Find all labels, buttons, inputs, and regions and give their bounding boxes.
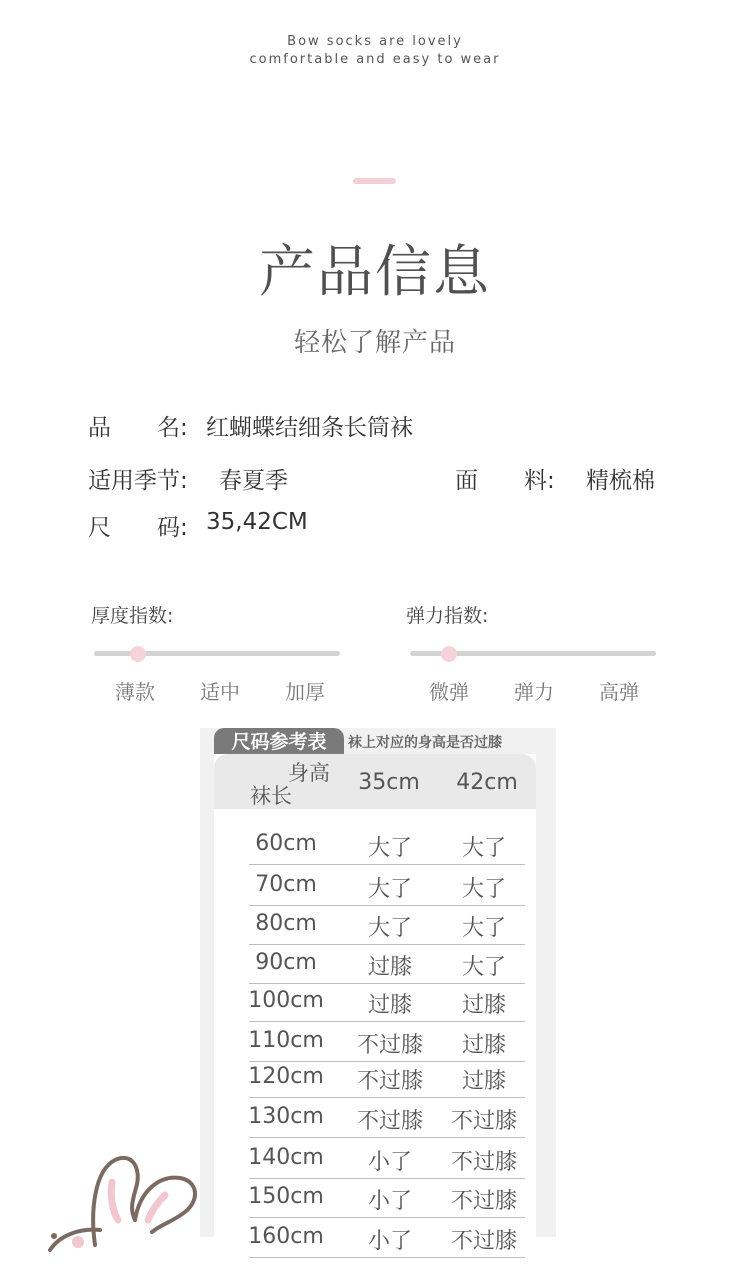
section-subtitle: 轻松了解产品 xyxy=(293,328,456,358)
corner-length-label: 袜长 xyxy=(250,784,292,808)
table-cell-42cm: 大了 xyxy=(461,877,506,902)
thickness-label-thin: 薄款 xyxy=(115,680,155,704)
table-cell-42cm: 不过膝 xyxy=(450,1189,517,1214)
table-row-height: 160cm xyxy=(248,1224,324,1249)
accent-divider xyxy=(353,178,396,184)
table-row-divider xyxy=(249,1097,525,1098)
bunny-illustration xyxy=(40,1150,210,1250)
size-label: 尺 码: xyxy=(88,515,188,541)
table-row-divider xyxy=(249,944,525,945)
table-row-divider xyxy=(249,1217,525,1218)
table-cell-35cm: 过膝 xyxy=(367,993,412,1018)
table-row-height: 150cm xyxy=(248,1184,324,1209)
table-cell-35cm: 小了 xyxy=(367,1189,412,1214)
thickness-knob xyxy=(130,646,146,662)
table-row-height: 120cm xyxy=(248,1064,324,1089)
size-chart-panel xyxy=(200,728,556,1254)
size-chart-card xyxy=(214,754,536,1274)
table-cell-35cm: 小了 xyxy=(367,1229,412,1254)
table-row-divider xyxy=(249,864,525,865)
table-row-height: 60cm xyxy=(255,831,317,856)
table-cell-42cm: 过膝 xyxy=(461,1033,506,1058)
table-row-height: 140cm xyxy=(248,1145,324,1170)
table-cell-35cm: 大了 xyxy=(367,916,412,941)
fabric-value: 精梳棉 xyxy=(586,468,655,494)
column-42cm: 42cm xyxy=(456,770,518,795)
table-row-height: 130cm xyxy=(248,1104,324,1129)
table-cell-42cm: 不过膝 xyxy=(450,1229,517,1254)
season-label: 适用季节: xyxy=(88,468,188,494)
elasticity-label-high: 高弹 xyxy=(599,680,639,704)
table-cell-42cm: 大了 xyxy=(461,836,506,861)
table-cell-42cm: 大了 xyxy=(461,916,506,941)
table-cell-42cm: 过膝 xyxy=(461,993,506,1018)
tagline-line2: comfortable and easy to wear xyxy=(249,52,501,67)
table-row-divider xyxy=(249,1257,525,1258)
table-cell-35cm: 小了 xyxy=(367,1150,412,1175)
table-row-height: 100cm xyxy=(248,988,324,1013)
table-row-divider xyxy=(249,1021,525,1022)
size-value: 35,42CM xyxy=(206,509,308,535)
table-cell-35cm: 大了 xyxy=(367,836,412,861)
table-row-height: 70cm xyxy=(255,872,317,897)
table-cell-42cm: 过膝 xyxy=(461,1069,506,1094)
table-cell-42cm: 不过膝 xyxy=(450,1109,517,1134)
elasticity-label-low: 微弹 xyxy=(429,680,469,704)
table-row-height: 90cm xyxy=(255,950,317,975)
size-chart-header xyxy=(214,754,536,809)
table-cell-35cm: 不过膝 xyxy=(356,1033,423,1058)
elasticity-title: 弹力指数: xyxy=(406,605,489,627)
table-cell-35cm: 大了 xyxy=(367,877,412,902)
table-row-divider xyxy=(249,983,525,984)
corner-height-label: 身高 xyxy=(288,761,330,785)
table-cell-42cm: 大了 xyxy=(461,955,506,980)
tagline-line1: Bow socks are lovely xyxy=(287,34,463,49)
table-row-divider xyxy=(249,905,525,906)
thickness-label-thick: 加厚 xyxy=(285,680,325,704)
table-cell-35cm: 过膝 xyxy=(367,955,412,980)
size-chart-tab: 尺码参考表 xyxy=(214,728,344,756)
column-35cm: 35cm xyxy=(358,770,420,795)
table-row-divider xyxy=(249,1061,525,1062)
table-cell-42cm: 不过膝 xyxy=(450,1150,517,1175)
section-title: 产品信息 xyxy=(259,240,491,305)
elasticity-knob xyxy=(441,646,457,662)
table-row-height: 110cm xyxy=(248,1028,324,1053)
thickness-title: 厚度指数: xyxy=(91,605,174,627)
table-row-height: 80cm xyxy=(255,911,317,936)
table-cell-35cm: 不过膝 xyxy=(356,1069,423,1094)
table-row-divider xyxy=(249,1137,525,1138)
fabric-label: 面 料: xyxy=(455,468,555,494)
name-value: 红蝴蝶结细条长筒袜 xyxy=(206,415,413,441)
elasticity-label-mid: 弹力 xyxy=(514,680,554,704)
season-value: 春夏季 xyxy=(219,468,288,494)
table-row-divider xyxy=(249,1178,525,1179)
name-label: 品 名: xyxy=(88,415,188,441)
table-cell-35cm: 不过膝 xyxy=(356,1109,423,1134)
size-chart-note: 袜上对应的身高是否过膝 xyxy=(348,735,502,751)
thickness-label-medium: 适中 xyxy=(200,680,240,704)
